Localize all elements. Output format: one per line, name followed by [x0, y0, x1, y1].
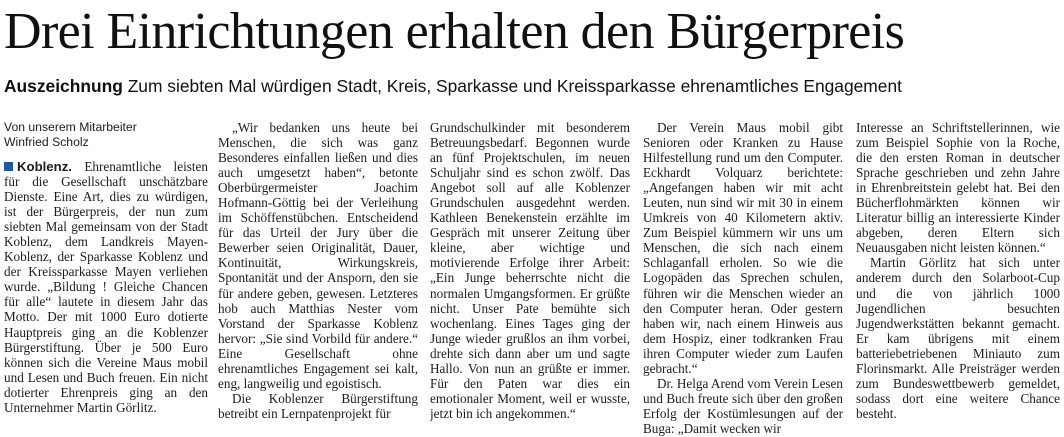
article-column-2 — [218, 120, 418, 437]
dateline: Koblenz. — [17, 159, 72, 174]
byline-author: Winfried Scholz — [4, 135, 89, 149]
lead-paragraph — [4, 159, 208, 415]
body-paragraph: Die Koblenzer Bürgerstiftung betreibt ein Lernpatenprojekt für — [218, 390, 418, 421]
body-paragraph: „Wir bedanken uns heute bei Menschen, die sich was ganz Besonderes einfallen ließen und dies auch umgesetzt haben“, betonte Oberbürgermeister Joachim Hofmann-Göttig bei der Verleihung im Schöffenstübchen. Entscheidend für das Urteil der Jury über die Bewerber seien Originalität, Dauer, Kontinuität, Wirkungskreis, Spontanität und der Ansporn, den sie für andere geben, gewesen. Letzteres hob auch Matthias Nester vom Vorstand der Sparkasse Koblenz hervor: „Sie sind Vorbild für andere.“ Eine Gesellschaft ohne ehrenamtliches Engagement sei kalt, eng, langweilig und egoistisch. — [218, 120, 418, 391]
kicker: Auszeichnung — [4, 76, 123, 96]
byline — [4, 120, 208, 150]
article-column-4 — [643, 120, 843, 437]
lead-text: Ehrenamtliche leisten für die Gesellschaft unschätzbare Dienste. Eine Art, dies zu würdigen, ist der Bürgerpreis, der nun zum siebten Mal gemeinsam von der Stadt Koblenz, dem Landkreis Mayen-Koblenz, der Sparkasse Koblenz und der Kreissparkasse Mayen verliehen wurde. „Bildung ! Gleiche Chancen für alle“ lautete in diesem Jahr das Motto. Der mit 1000 Euro dotierte Hauptpreis ging an die Koblenzer Bürgerstiftung. Über je 500 Euro können sich die Vereine Maus mobil und Lesen und Buch freuen. Ein nicht dotierter Ehrenpreis ging an den Unternehmer Martin Görlitz. — [4, 159, 208, 415]
article-column-1 — [4, 120, 208, 437]
body-paragraph: Grundschulkinder mit besonderem Betreuungsbedarf. Begonnen wurde an fünf Projektschulen, im neuen Schuljahr sind es schon zwölf. Das Angebot soll auf alle Koblenzer Grundschulen ausgedehnt werden. Kathleen Benekenstein erzählte im Gespräch mit unserer Zeitung über kleine, aber wichtige und motivierende Erfolge ihrer Arbeit: „Ein Junge beherrschte nicht die normalen Umgangsformen. Er grüßte nicht. Unser Pate bemühte sich wochenlang. Eines Tages ging der Junge wieder grußlos an ihm vorbei, drehte sich dann aber um und sagte Hallo. Von nun an grüßte er immer. Für den Paten war dies ein emotionaler Moment, weil er wusste, jetzt bin ich angekommen.“ — [430, 120, 630, 421]
body-paragraph: Interesse an Schriftstellerinnen, wie zum Beispiel Sophie von la Roche, die den ersten Roman in deutscher Sprache geschrieben und zehn Jahre in Ehrenbreitstein gelebt hat. Bei den Bücherflohmärkten können wir Literatur billig an interessierte Kinder abgeben, deren Eltern sich Neuausgaben nicht leisten können.“ — [856, 120, 1060, 256]
article-column-3 — [430, 120, 630, 437]
subheadline — [4, 74, 902, 98]
body-paragraph: Der Verein Maus mobil gibt Senioren oder Kranken zu Hause Hilfestellung rund um den Computer. Eckhardt Volquarz berichtete: „Angefangen haben wir mit acht Leuten, nun sind wir mit 30 in einem Umkreis von 40 Kilometern aktiv. Zum Beispiel kümmern wir uns um Menschen, die sich nach einem Schlaganfall erholen. So wie die Logopäden das Sprechen schulen, führen wir die Menschen wieder an den Computer heran. Oder gestern haben wir, nach einem Hinweis aus dem Hospiz, einer todkranken Frau ihren Computer wieder zum Laufen gebracht.“ — [643, 120, 843, 376]
byline-role: Von unserem Mitarbeiter — [4, 120, 137, 134]
subheadline-text: Zum siebten Mal würdigen Stadt, Kreis, Sparkasse und Kreissparkasse ehrenamtliches Engagement — [127, 76, 902, 96]
body-paragraph: Martin Görlitz hat sich unter anderem durch den Solarboot-Cup und die von jährlich 1000 Jugendlichen besuchten Jugendwerkstätten bekannt gemacht. Er kam übrigens mit einem batteriebetriebenen Miniauto zum Florinsmarkt. Alle Preisträger werden zum Bundeswettbewerb gemeldet, sodass dort eine weitere Chance besteht. — [856, 255, 1060, 421]
article-column-5 — [856, 120, 1060, 437]
headline: Drei Einrichtungen erhalten den Bürgerpreis — [4, 3, 905, 60]
body-paragraph: Dr. Helga Arend vom Verein Lesen und Buch freute sich über den großen Erfolg der Kostümlesungen auf der Buga: „Damit wecken wir — [643, 375, 843, 436]
section-marker-icon — [4, 162, 13, 171]
